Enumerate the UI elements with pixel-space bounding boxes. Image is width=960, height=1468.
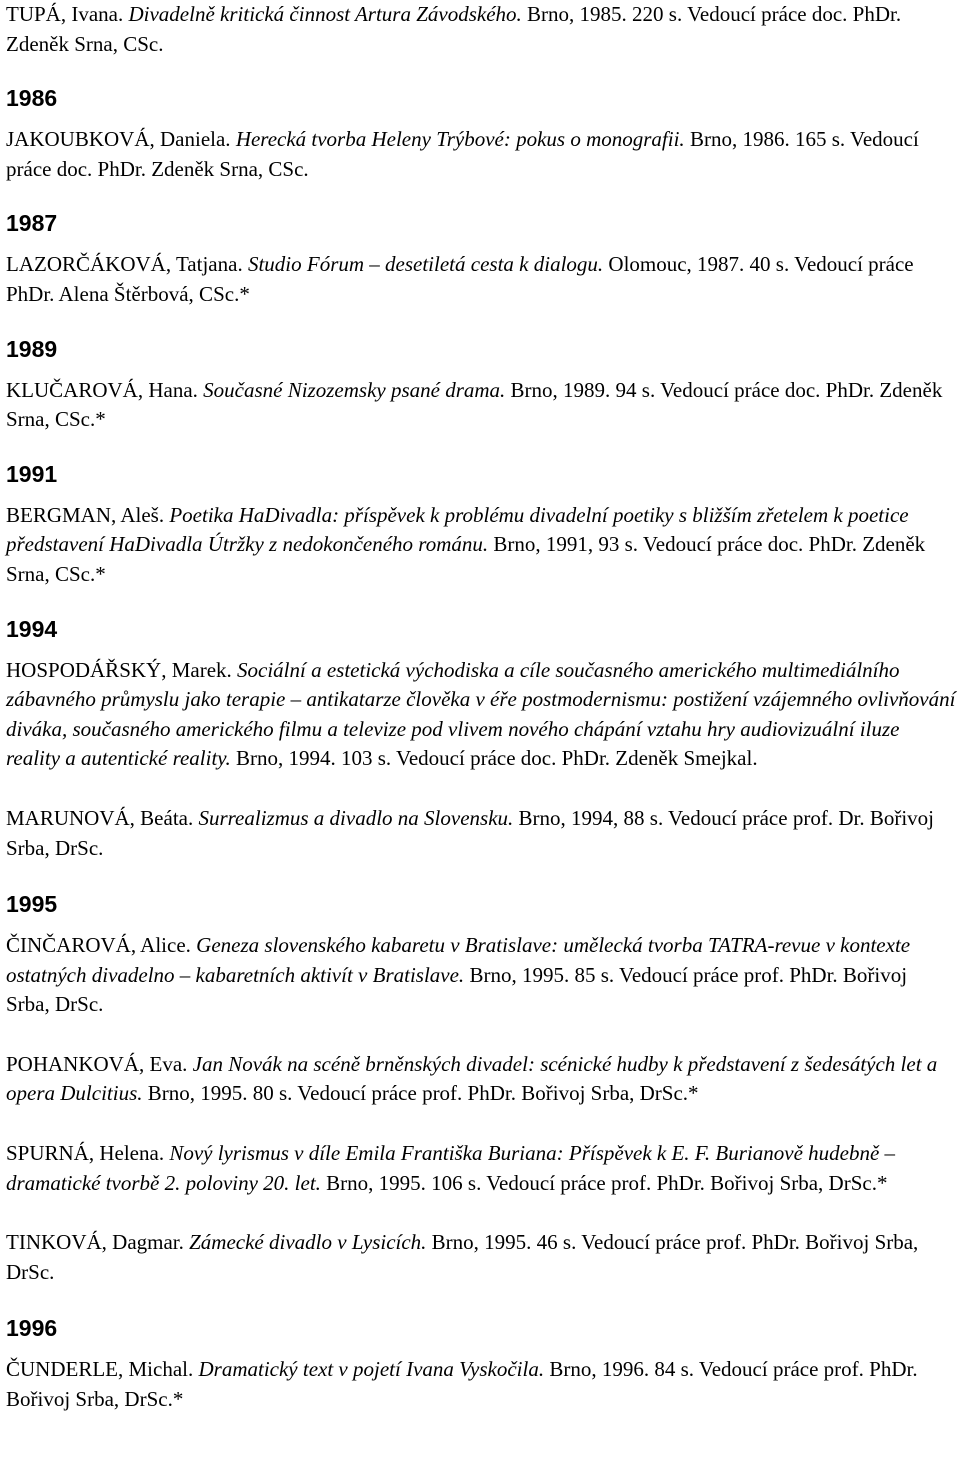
entry-details: Brno, 1995. 106 s. Vedoucí práce prof. PhDr. Bořivoj Srba, DrSc.* (326, 1170, 888, 1195)
entry-details: Brno, 1995. 85 s. Vedoucí práce prof. PhDr. Bořivoj Srba, DrSc. (6, 962, 908, 1017)
entry-details: Brno, 1986. 165 s. Vedoucí práce doc. PhDr. Zdeněk Srna, CSc. (6, 127, 919, 181)
entry-author: HOSPODÁŘSKÝ, Marek. (6, 657, 232, 682)
year-heading: 1996 (6, 1315, 58, 1342)
entry-title: Geneza slovenského kabaretu v Bratislave: umělecká tvorba TATRA-revue v kontexte ostatných divadelno – kabaretních aktivít v Bratislave. (6, 933, 911, 987)
entry-title: Studio Fórum – desetiletá cesta k dialogu. (247, 252, 604, 277)
year-heading: 1994 (6, 615, 58, 642)
entry-details: Brno, 1989. 94 s. Vedoucí práce doc. PhDr. Zdeněk Srna, CSc.* (6, 377, 943, 432)
entry-details: Brno, 1996. 84 s. Vedoucí práce prof. PhDr. Bořivoj Srba, DrSc.* (6, 1357, 918, 1412)
year-heading: 1989 (6, 335, 58, 362)
entry-details: Brno, 1991, 93 s. Vedoucí práce doc. PhDr. Zdeněk Srna, CSc.* (6, 532, 926, 586)
entry-author: LAZORČÁKOVÁ, Tatjana. (6, 252, 243, 277)
entry-title: Dramatický text v pojetí Ivana Vyskočila. (198, 1357, 545, 1382)
year-heading: 1995 (6, 891, 58, 918)
entry-title: Sociální a estetická východiska a cíle současného amerického multimediálního zábavného průmyslu jako terapie – antikatarze člověka v éře postmodernismu: postižení vzájemného ovlivňování diváka, současného amerického filmu a televize pod vlivem nového chápání vztahu hry audiovizuální iluze reality a autentické reality. (6, 657, 956, 771)
bibliography-entry (6, 1228, 956, 1287)
bibliography-entry (6, 804, 956, 863)
entry-details: Brno, 1994, 88 s. Vedoucí práce prof. Dr. Bořivoj Srba, DrSc. (6, 805, 934, 860)
entry-title: Současné Nizozemsky psané drama. (203, 377, 506, 402)
entry-author: TINKOVÁ, Dagmar. (6, 1230, 184, 1255)
bibliography-entry (6, 1355, 956, 1414)
entry-details: Brno, 1985. 220 s. Vedoucí práce doc. PhDr. Zdeněk Srna, CSc. (6, 2, 902, 56)
entry-title: Herecká tvorba Heleny Trýbové: pokus o monografii. (235, 127, 685, 152)
bibliography-entry (6, 250, 956, 309)
bibliography-entry (6, 125, 956, 184)
bibliography-entry (6, 376, 956, 435)
entry-details: Brno, 1995. 80 s. Vedoucí práce prof. PhDr. Bořivoj Srba, DrSc.* (147, 1081, 699, 1106)
entry-author: TUPÁ, Ivana. (6, 2, 124, 26)
entry-author: ČUNDERLE, Michal. (6, 1357, 194, 1382)
entry-author: POHANKOVÁ, Eva. (6, 1051, 188, 1076)
bibliography-entry (6, 656, 956, 774)
year-heading: 1987 (6, 210, 58, 237)
entry-title: Surrealizmus a divadlo na Slovensku. (198, 805, 514, 830)
bibliography-entry (6, 1139, 956, 1198)
entry-author: BERGMAN, Aleš. (6, 502, 165, 527)
year-heading: 1986 (6, 85, 58, 112)
year-heading: 1991 (6, 460, 58, 487)
entry-title: Jan Novák na scéně brněnských divadel: scénické hudby k představení z šedesátých let a opera Dulcitius. (6, 1051, 938, 1106)
bibliography-entry (6, 0, 956, 59)
entry-title: Zámecké divadlo v Lysicích. (189, 1230, 427, 1255)
bibliography-entry (6, 501, 956, 590)
bibliography-entry (6, 1050, 956, 1109)
entry-title: Divadelně kritická činnost Artura Závodského. (128, 2, 522, 26)
entry-author: SPURNÁ, Helena. (6, 1141, 165, 1166)
bibliography-page (6, 0, 956, 1415)
entry-details: Brno, 1995. 46 s. Vedoucí práce prof. PhDr. Bořivoj Srba, DrSc. (6, 1230, 919, 1284)
entry-details: Olomouc, 1987. 40 s. Vedoucí práce PhDr. Alena Štěrbová, CSc.* (6, 252, 914, 306)
entry-title: Nový lyrismus v díle Emila Františka Buriana: Příspěvek k E. F. Burianově hudebně – dramatické tvorbě 2. poloviny 20. let. (6, 1141, 896, 1195)
entry-author: MARUNOVÁ, Beáta. (6, 805, 194, 830)
entry-title: Poetika HaDivadla: příspěvek k problému divadelní poetiky s bližším zřetelem k poetice představení HaDivadla Útržky z nedokončeného románu. (6, 502, 909, 557)
entry-details: Brno, 1994. 103 s. Vedoucí práce doc. PhDr. Zdeněk Smejkal. (235, 746, 758, 771)
bibliography-entry (6, 931, 956, 1020)
entry-author: JAKOUBKOVÁ, Daniela. (6, 127, 231, 152)
entry-author: KLUČAROVÁ, Hana. (6, 377, 198, 402)
entry-author: ČINČAROVÁ, Alice. (6, 933, 191, 958)
